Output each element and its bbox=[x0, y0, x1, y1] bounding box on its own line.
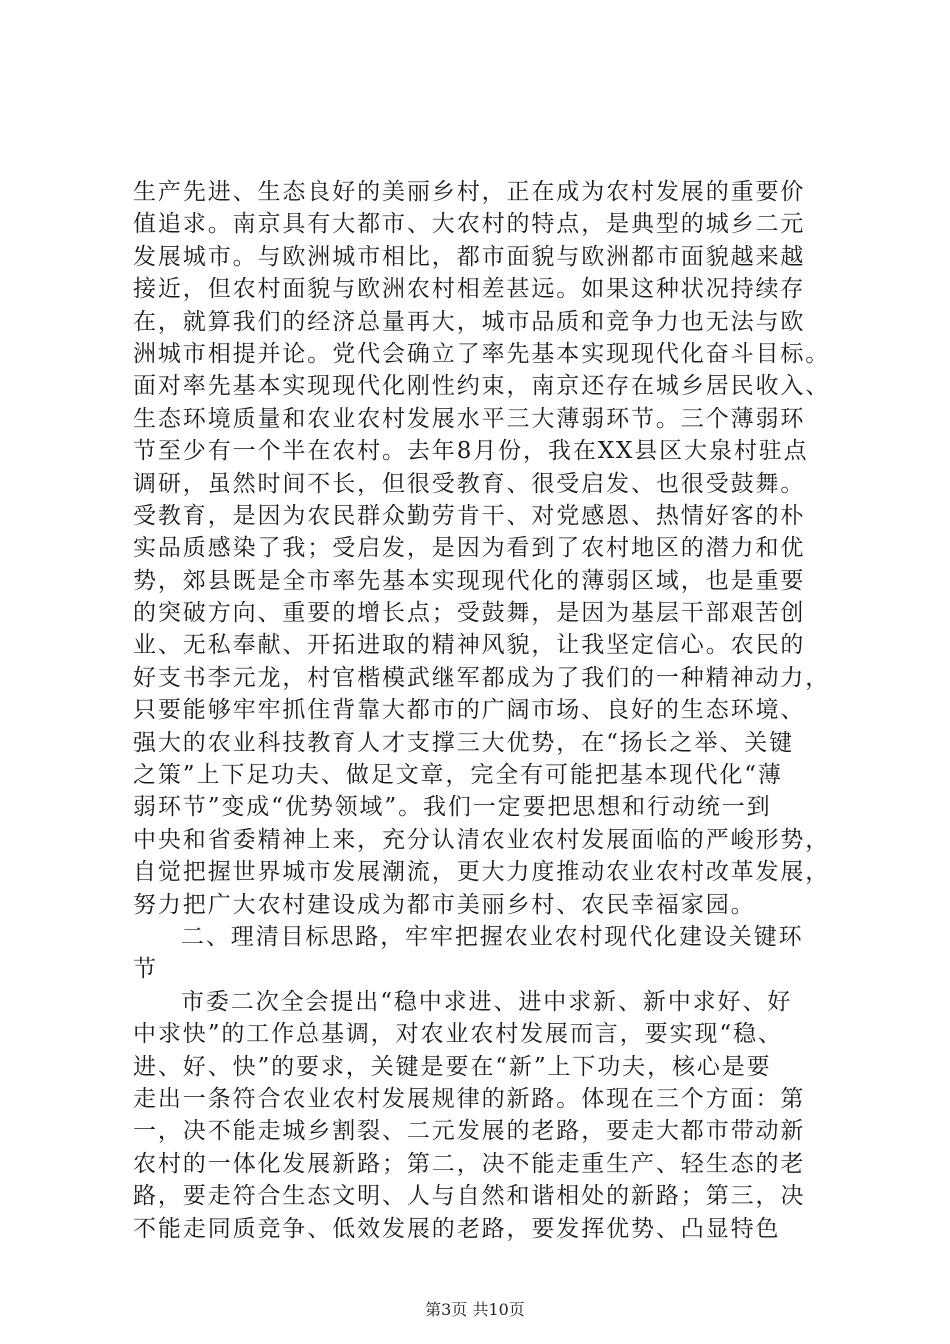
text-line: 值追求。南京具有大都市、大农村的特点，是典型的城乡二元 bbox=[133, 211, 806, 238]
text-line: 路，要走符合生态文明、人与自然和谐相处的新路；第三，决 bbox=[133, 1183, 806, 1210]
text-line: 一，决不能走城乡割裂、二元发展的老路，要走大都市带动新 bbox=[133, 1118, 806, 1145]
text-line: 努力把广大农村建设成为都市美丽乡村、农民幸福家园。 bbox=[133, 891, 756, 918]
text-line: 接近，但农村面貌与欧洲农村相差甚远。如果这种状况持续存 bbox=[133, 276, 806, 303]
text-line: 强大的农业科技教育人才支撑三大优势，在“扬长之举、关键 bbox=[133, 729, 795, 756]
text-line: 受教育，是因为农民群众勤劳肯干、对党感恩、热情好客的朴 bbox=[133, 502, 806, 529]
text-line: 弱环节”变成“优势领域”。我们一定要把思想和行动统一到 bbox=[133, 794, 772, 821]
text-line: 生产先进、生态良好的美丽乡村，正在成为农村发展的重要价 bbox=[133, 179, 806, 205]
text-line: 面对率先基本实现现代化刚性约束，南京还存在城乡居民收入、 bbox=[133, 373, 831, 400]
text-line: 进、好、快”的要求，关键是要在“新”上下功夫，核心是要 bbox=[133, 1053, 772, 1080]
text-line: 好支书李元龙，村官楷模武继军都成为了我们的一种精神动力， bbox=[133, 664, 831, 691]
section-heading-continuation: 节 bbox=[133, 956, 158, 983]
text-line: 业、无私奉献、开拓进取的精神风貌，让我坚定信心。农民的 bbox=[133, 632, 806, 659]
text-line: 节至少有一个半在农村。去年8月份，我在XX县区大泉村驻点 bbox=[133, 438, 809, 465]
text-line: 自觉把握世界城市发展潮流，更大力度推动农业农村改革发展， bbox=[133, 859, 831, 886]
text-line: 之策”上下足功夫、做足文章，完全有可能把基本现代化“薄 bbox=[133, 762, 783, 789]
text-line: 的突破方向、重要的增长点；受鼓舞，是因为基层干部艰苦创 bbox=[133, 600, 806, 627]
text-line: 市委二次全会提出“稳中求进、进中求新、新中求好、好 bbox=[181, 988, 793, 1015]
text-line: 生态环境质量和农业农村发展水平三大薄弱环节。三个薄弱环 bbox=[133, 405, 806, 432]
text-line: 势，郊县既是全市率先基本实现现代化的薄弱区域，也是重要 bbox=[133, 567, 806, 594]
text-line: 中求快”的工作总基调，对农业农村发展而言，要实现“稳、 bbox=[133, 1021, 783, 1048]
text-line: 中央和省委精神上来，充分认清农业农村发展面临的严峻形势， bbox=[133, 826, 831, 853]
text-line: 不能走同质竞争、低效发展的老路，要发挥优势、凸显特色 bbox=[133, 1215, 781, 1242]
text-line: 只要能够牢牢抓住背靠大都市的广阔市场、良好的生态环境、 bbox=[133, 697, 806, 724]
page-number-footer: 第3页 共10页 bbox=[425, 1300, 525, 1319]
body-text bbox=[133, 176, 833, 1245]
text-line: 发展城市。与欧洲城市相比，都市面貌与欧洲都市面貌越来越 bbox=[133, 243, 806, 270]
section-heading: 二、理清目标思路，牢牢把握农业农村现代化建设关键环 bbox=[181, 923, 804, 950]
text-line: 实品质感染了我；受启发，是因为看到了农村地区的潜力和优 bbox=[133, 535, 806, 562]
text-line: 农村的一体化发展新路；第二，决不能走重生产、轻生态的老 bbox=[133, 1150, 806, 1177]
text-line: 调研，虽然时间不长，但很受教育、很受启发、也很受鼓舞。 bbox=[133, 470, 806, 497]
text-line: 在，就算我们的经济总量再大，城市品质和竞争力也无法与欧 bbox=[133, 308, 806, 335]
text-line: 走出一条符合农业农村发展规律的新路。体现在三个方面：第 bbox=[133, 1085, 806, 1112]
text-line: 洲城市相提并论。党代会确立了率先基本实现现代化奋斗目标。 bbox=[133, 340, 831, 367]
